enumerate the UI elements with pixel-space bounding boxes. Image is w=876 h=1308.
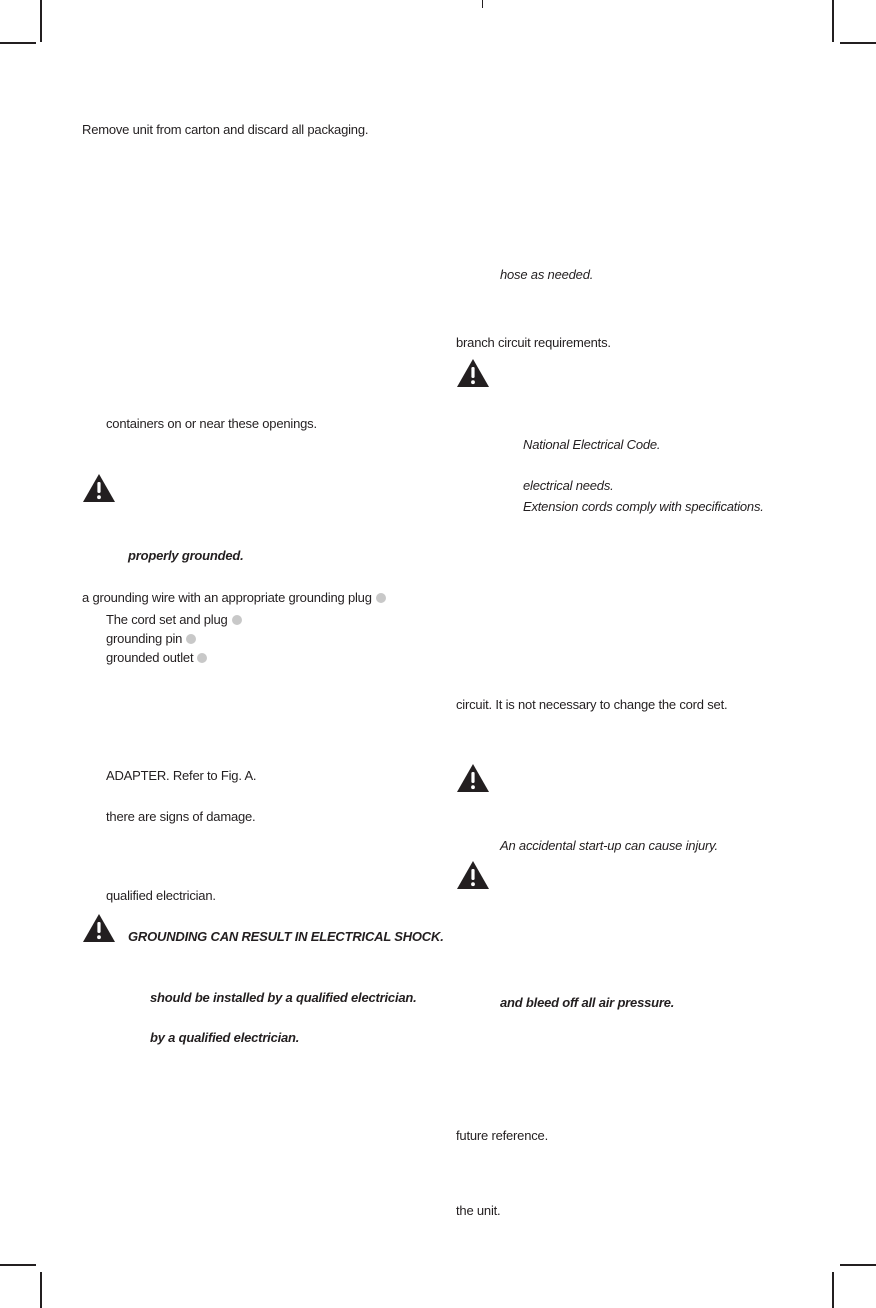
adapter-text: ADAPTER. Refer to Fig. A. [106, 768, 257, 783]
grounding-wire-label: a grounding wire with an appropriate grounding plug [82, 590, 372, 605]
grounded-outlet-label: grounded outlet [106, 650, 194, 665]
callout-marker-icon [197, 653, 207, 663]
grounding-shock-text: GROUNDING CAN RESULT IN ELECTRICAL SHOCK. [128, 929, 444, 944]
warning-triangle-icon [456, 358, 490, 388]
cord-set-text [106, 612, 242, 628]
qualified-electrician-text: qualified electrician. [106, 888, 216, 903]
the-unit-text: the unit. [456, 1203, 501, 1218]
crop-mark [0, 1264, 36, 1266]
warning-triangle-icon [456, 860, 490, 890]
warning-triangle-icon [456, 763, 490, 793]
crop-mark [832, 1272, 834, 1308]
signs-damage-text: there are signs of damage. [106, 809, 256, 824]
remove-unit-text: Remove unit from carton and discard all packaging. [82, 122, 369, 137]
warning-triangle-icon [82, 473, 116, 503]
cord-set-label: The cord set and plug [106, 612, 228, 627]
hose-text: hose as needed. [500, 267, 594, 282]
accidental-startup-text: An accidental start-up can cause injury. [500, 838, 718, 853]
branch-circuit-text: branch circuit requirements. [456, 335, 611, 350]
callout-marker-icon [376, 593, 386, 603]
electrical-needs-text: electrical needs. [523, 478, 614, 493]
bleed-off-text: and bleed off all air pressure. [500, 995, 675, 1010]
grounding-wire-text [82, 590, 386, 606]
crop-mark [840, 1264, 876, 1266]
callout-marker-icon [232, 615, 242, 625]
extension-cords-text: Extension cords comply with specifications. [523, 499, 764, 514]
installed-by-text: should be installed by a qualified electrician. [150, 990, 417, 1005]
national-code-text: National Electrical Code. [523, 437, 661, 452]
crop-mark [40, 1272, 42, 1308]
crop-mark [40, 0, 42, 42]
crop-mark [0, 42, 36, 44]
future-reference-text: future reference. [456, 1128, 548, 1143]
callout-marker-icon [186, 634, 196, 644]
by-qualified-text: by a qualified electrician. [150, 1030, 300, 1045]
crop-mark [482, 0, 483, 8]
properly-grounded-text: properly grounded. [128, 548, 244, 563]
containers-text: containers on or near these openings. [106, 416, 317, 431]
crop-mark [832, 0, 834, 42]
grounded-outlet-text [106, 650, 207, 666]
crop-mark [840, 42, 876, 44]
grounding-pin-label: grounding pin [106, 631, 183, 646]
grounding-pin-text [106, 631, 196, 647]
circuit-text: circuit. It is not necessary to change the cord set. [456, 697, 728, 712]
warning-triangle-icon [82, 913, 116, 943]
